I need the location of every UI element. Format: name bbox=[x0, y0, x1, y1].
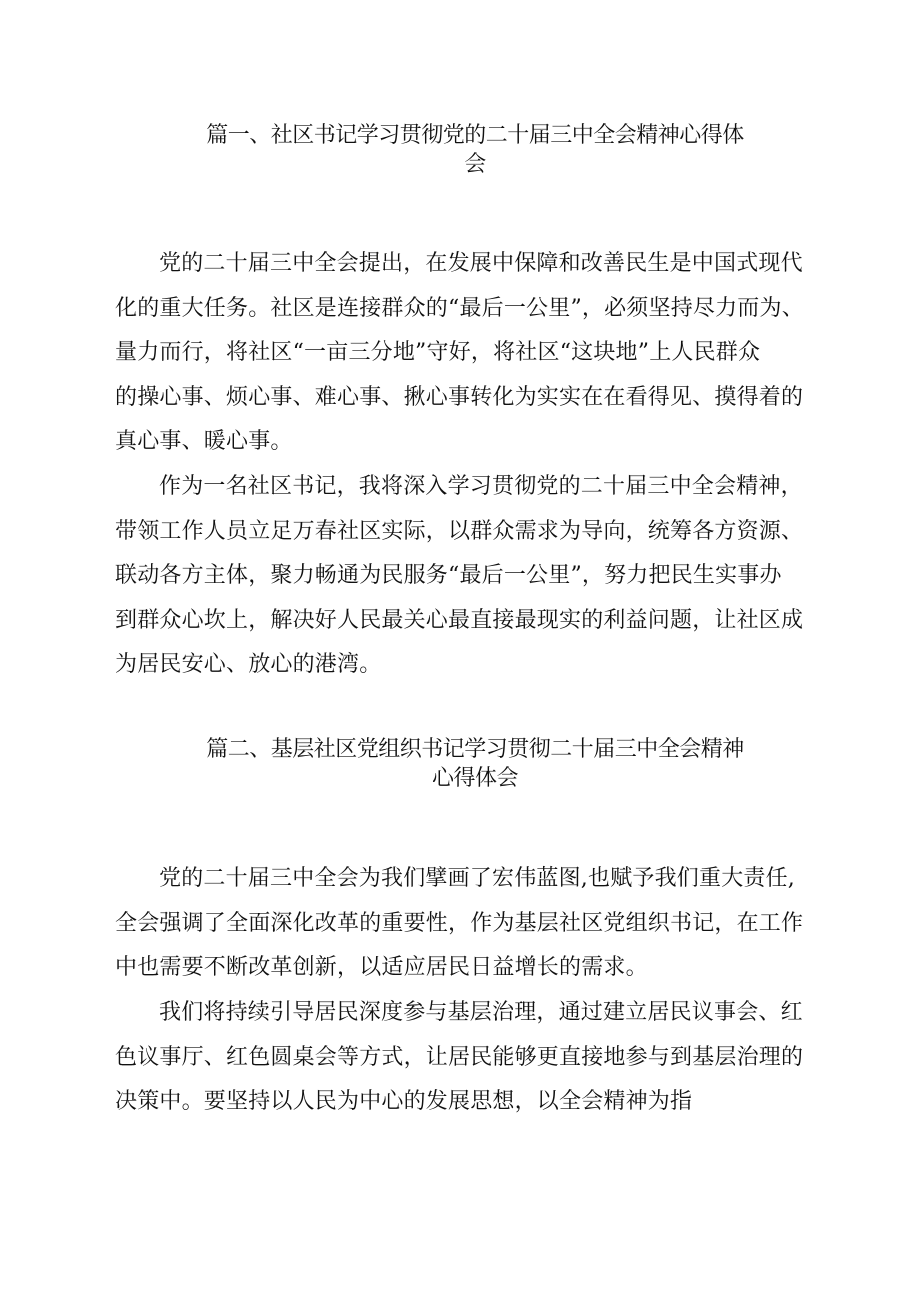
paragraph-line: 色议事厅、红色圆桌会等方式，让居民能够更直接地参与到基层治理的 bbox=[115, 1044, 804, 1070]
paragraph-line: 量力而行，将社区“一亩三分地”守好，将社区“这块地”上人民群众 bbox=[115, 340, 761, 366]
paragraph-line: 全会强调了全面深化改革的重要性，作为基层社区党组织书记，在工作 bbox=[115, 910, 804, 936]
section1-title-line2: 会 bbox=[464, 152, 486, 177]
section1-title-line1: 篇一、社区书记学习贯彻党的二十届三中全会精神心得体 bbox=[206, 123, 744, 148]
section1-paragraph1 bbox=[115, 242, 835, 465]
paragraph-line: 真心事、暖心事。 bbox=[115, 429, 293, 455]
paragraph-line: 带领工作人员立足万春社区实际，以群众需求为导向，统筹各方资源、 bbox=[115, 518, 804, 544]
paragraph-line: 作为一名社区书记，我将深入学习贯彻党的二十届三中全会精神， bbox=[159, 474, 803, 499]
paragraph-line: 为居民安心、放心的港湾。 bbox=[115, 652, 382, 678]
paragraph-line: 中也需要不断改革创新，以适应居民日益增长的需求。 bbox=[115, 955, 648, 981]
section1-title bbox=[115, 121, 835, 179]
section2-title-line1: 篇二、基层社区党组织书记学习贯彻二十届三中全会精神 bbox=[206, 737, 744, 762]
paragraph-line: 党的二十届三中全会为我们擘画了宏伟蓝图,也赋予我们重大责任, bbox=[159, 866, 795, 891]
section2-paragraph1 bbox=[115, 857, 835, 991]
paragraph-line: 我们将持续引导居民深度参与基层治理，通过建立居民议事会、红 bbox=[159, 1000, 803, 1025]
paragraph-line: 决策中。要坚持以人民为中心的发展思想，以全会精神为指 bbox=[115, 1089, 693, 1115]
paragraph-line: 到群众心坎上，解决好人民最关心最直接最现实的利益问题，让社区成 bbox=[115, 607, 804, 633]
paragraph-line: 的操心事、烦心事、难心事、揪心事转化为实实在在看得见、摸得着的 bbox=[115, 384, 804, 410]
paragraph-line: 党的二十届三中全会提出，在发展中保障和改善民生是中国式现代 bbox=[159, 251, 803, 276]
section1-paragraph2 bbox=[115, 465, 835, 688]
section2-title-line2: 心得体会 bbox=[431, 766, 518, 791]
section2-paragraph2 bbox=[115, 991, 835, 1125]
paragraph-line: 化的重大任务。社区是连接群众的“最后一公里”，必须坚持尽力而为、 bbox=[115, 295, 804, 321]
paragraph-line: 联动各方主体，聚力畅通为民服务“最后一公里”，努力把民生实事办 bbox=[115, 563, 782, 589]
section2-title bbox=[115, 735, 835, 793]
